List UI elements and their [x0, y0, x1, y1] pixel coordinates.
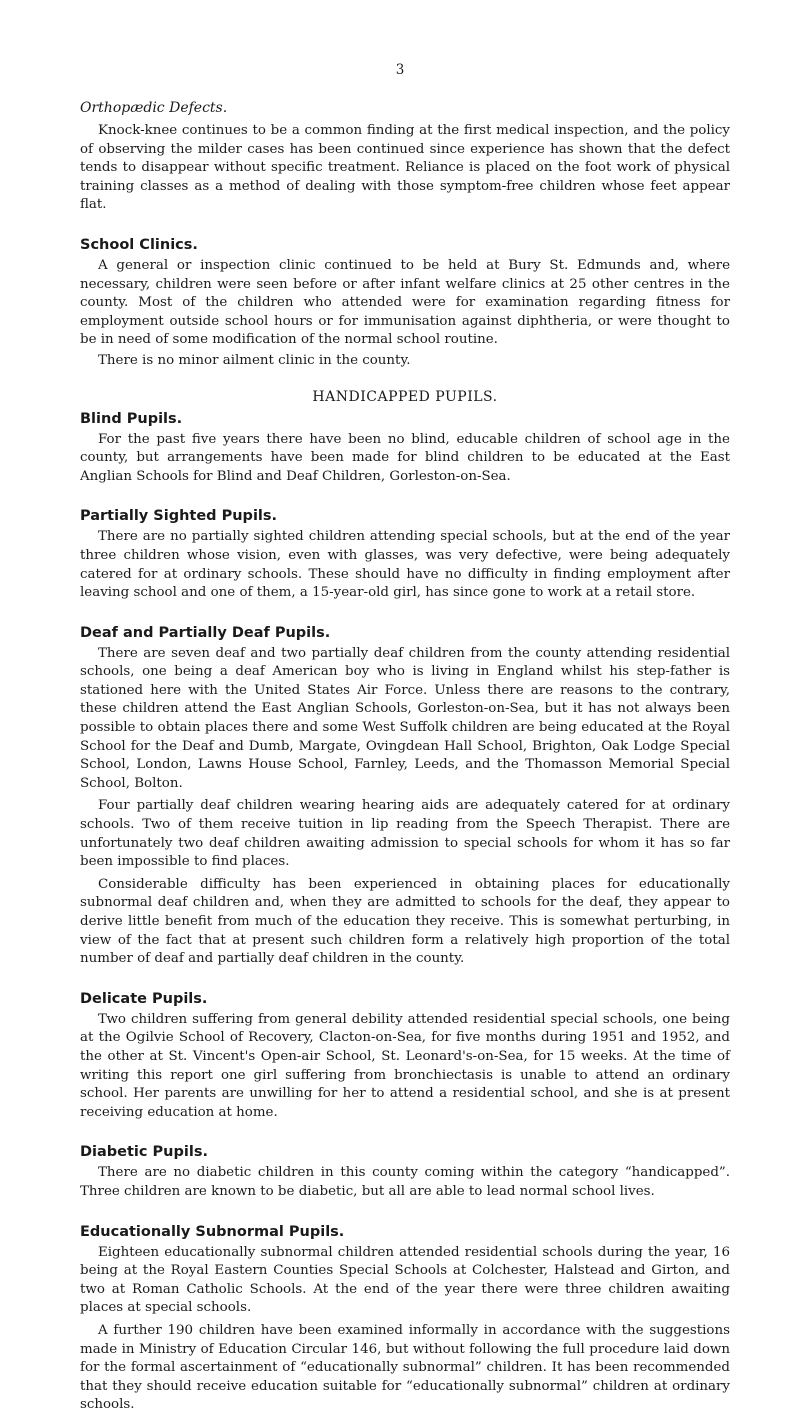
paragraph: Considerable difficulty has been experienced in obtaining places for educationally subnormal deaf children and, when they are admitted to schools for the deaf, they appear to derive little benefit from much of the education they receive. This is somewhat perturbing, in view of the fact that at present such children form a relatively high proportion of the total number of deaf and partially deaf children in the county.: [80, 876, 730, 967]
paragraph: Four partially deaf children wearing hearing aids are adequately catered for at ordinary schools. Two of them receive tuition in lip reading from the Speech Therapist. There are unfortunately two deaf children awaiting admission to special schools for whom it has so far been impossible to find places.: [80, 798, 730, 870]
paragraph: Knock-knee continues to be a common finding at the first medical inspection, and the policy of observing the milder cases has been continued since experience has shown that the defect tends to disappear without specific treatment. Reliance is placed on the foot work of physical training classes as a method of dealing with those symptom-free children whose feet appear flat.: [80, 123, 730, 213]
section-heading-blind: Blind Pupils.: [80, 410, 183, 427]
section-heading-partially-sighted: Partially Sighted Pupils.: [80, 508, 278, 525]
section-heading-diabetic: Diabetic Pupils.: [80, 1144, 208, 1161]
section-heading-orthopaedic: Orthopædic Defects.: [80, 100, 228, 116]
paragraph: There are no partially sighted children attending special schools, but at the end of the year three children whose vision, even with glasses, was very defective, were being adequately catered for at ordinary schools. These should have no difficulty in finding employment after leaving school and one of them, a 15-year-old girl, has since gone to work at a retail store.: [80, 529, 730, 601]
paragraph: A general or inspection clinic continued to be held at Bury St. Edmunds and, where necessary, children were seen before or after infant welfare clinics at 25 other centres in the county. Most of the children who attended were for examination regarding fitness for employment outside school hours or for immunisation against diphtheria, or were thought to be in need of some modification of the normal school routine.: [80, 257, 730, 348]
section-heading-deaf: Deaf and Partially Deaf Pupils.: [80, 624, 331, 641]
paragraph: There are seven deaf and two partially deaf children from the county attending residential schools, one being a deaf American boy who is living in England whilst his step-father is stationed here with the United States Air Force. Unless there are reasons to the contrary, these children attend the East Anglian Schools, Gorleston-on-Sea, but it has not always been possible to obtain places there and some West Suffolk children are being educated at the Royal School for the Deaf and Dumb, Margate, Ovingdean Hall School, Brighton, Oak Lodge Special School, London, Lawns House School, Farnley, Leeds, and the Thomasson Memorial Special School, Bolton.: [80, 645, 730, 791]
paragraph: There is no minor ailment clinic in the county.: [98, 352, 411, 368]
section-heading-educationally-subnormal: Educationally Subnormal Pupils.: [80, 1223, 345, 1240]
paragraph: There are no diabetic children in this county coming within the category “handicapped”. Three children are known to be diabetic, but all are able to lead normal school lives.: [80, 1165, 730, 1199]
section-heading-delicate: Delicate Pupils.: [80, 990, 208, 1007]
section-heading-school-clinics: School Clinics.: [80, 236, 198, 253]
paragraph: A further 190 children have been examined informally in accordance with the suggestions made in Ministry of Education Circular 146, but without following the full procedure laid down for the formal ascertainment of “educationally subnormal” children. It has been recommended that they should receive education suitable for “educationally subnormal” children at ordinary schools.: [80, 1322, 730, 1413]
paragraph: Eighteen educationally subnormal children attended residential schools during the year, 16 being at the Royal Eastern Counties Special Schools at Colchester, Halstead and Girton, and two at Roman Catholic Schools. At the end of the year there were three children awaiting places at special schools.: [80, 1244, 730, 1316]
paragraph: Two children suffering from general debility attended residential special schools, one being at the Ogilvie School of Recovery, Clacton-on-Sea, for five months during 1951 and 1952, and the other at St. Vincent's Open-air School, St. Leonard's-on-Sea, for 15 weeks. At the time of writing this report one girl suffering from bronchiectasis is unable to attend an ordinary school. Her parents are unwilling for her to attend a residential school, and she is at present receiving education at home.: [80, 1011, 730, 1120]
handicapped-pupils-title: HANDICAPPED PUPILS.: [312, 388, 498, 405]
document-body: [80, 62, 730, 1415]
page-number: 3: [395, 62, 405, 78]
paragraph: For the past five years there have been no blind, educable children of school age in the county, but arrangements have been made for blind children to be educated at the East Anglian Schools for Blind and Deaf Children, Gorleston-on-Sea.: [80, 431, 730, 484]
